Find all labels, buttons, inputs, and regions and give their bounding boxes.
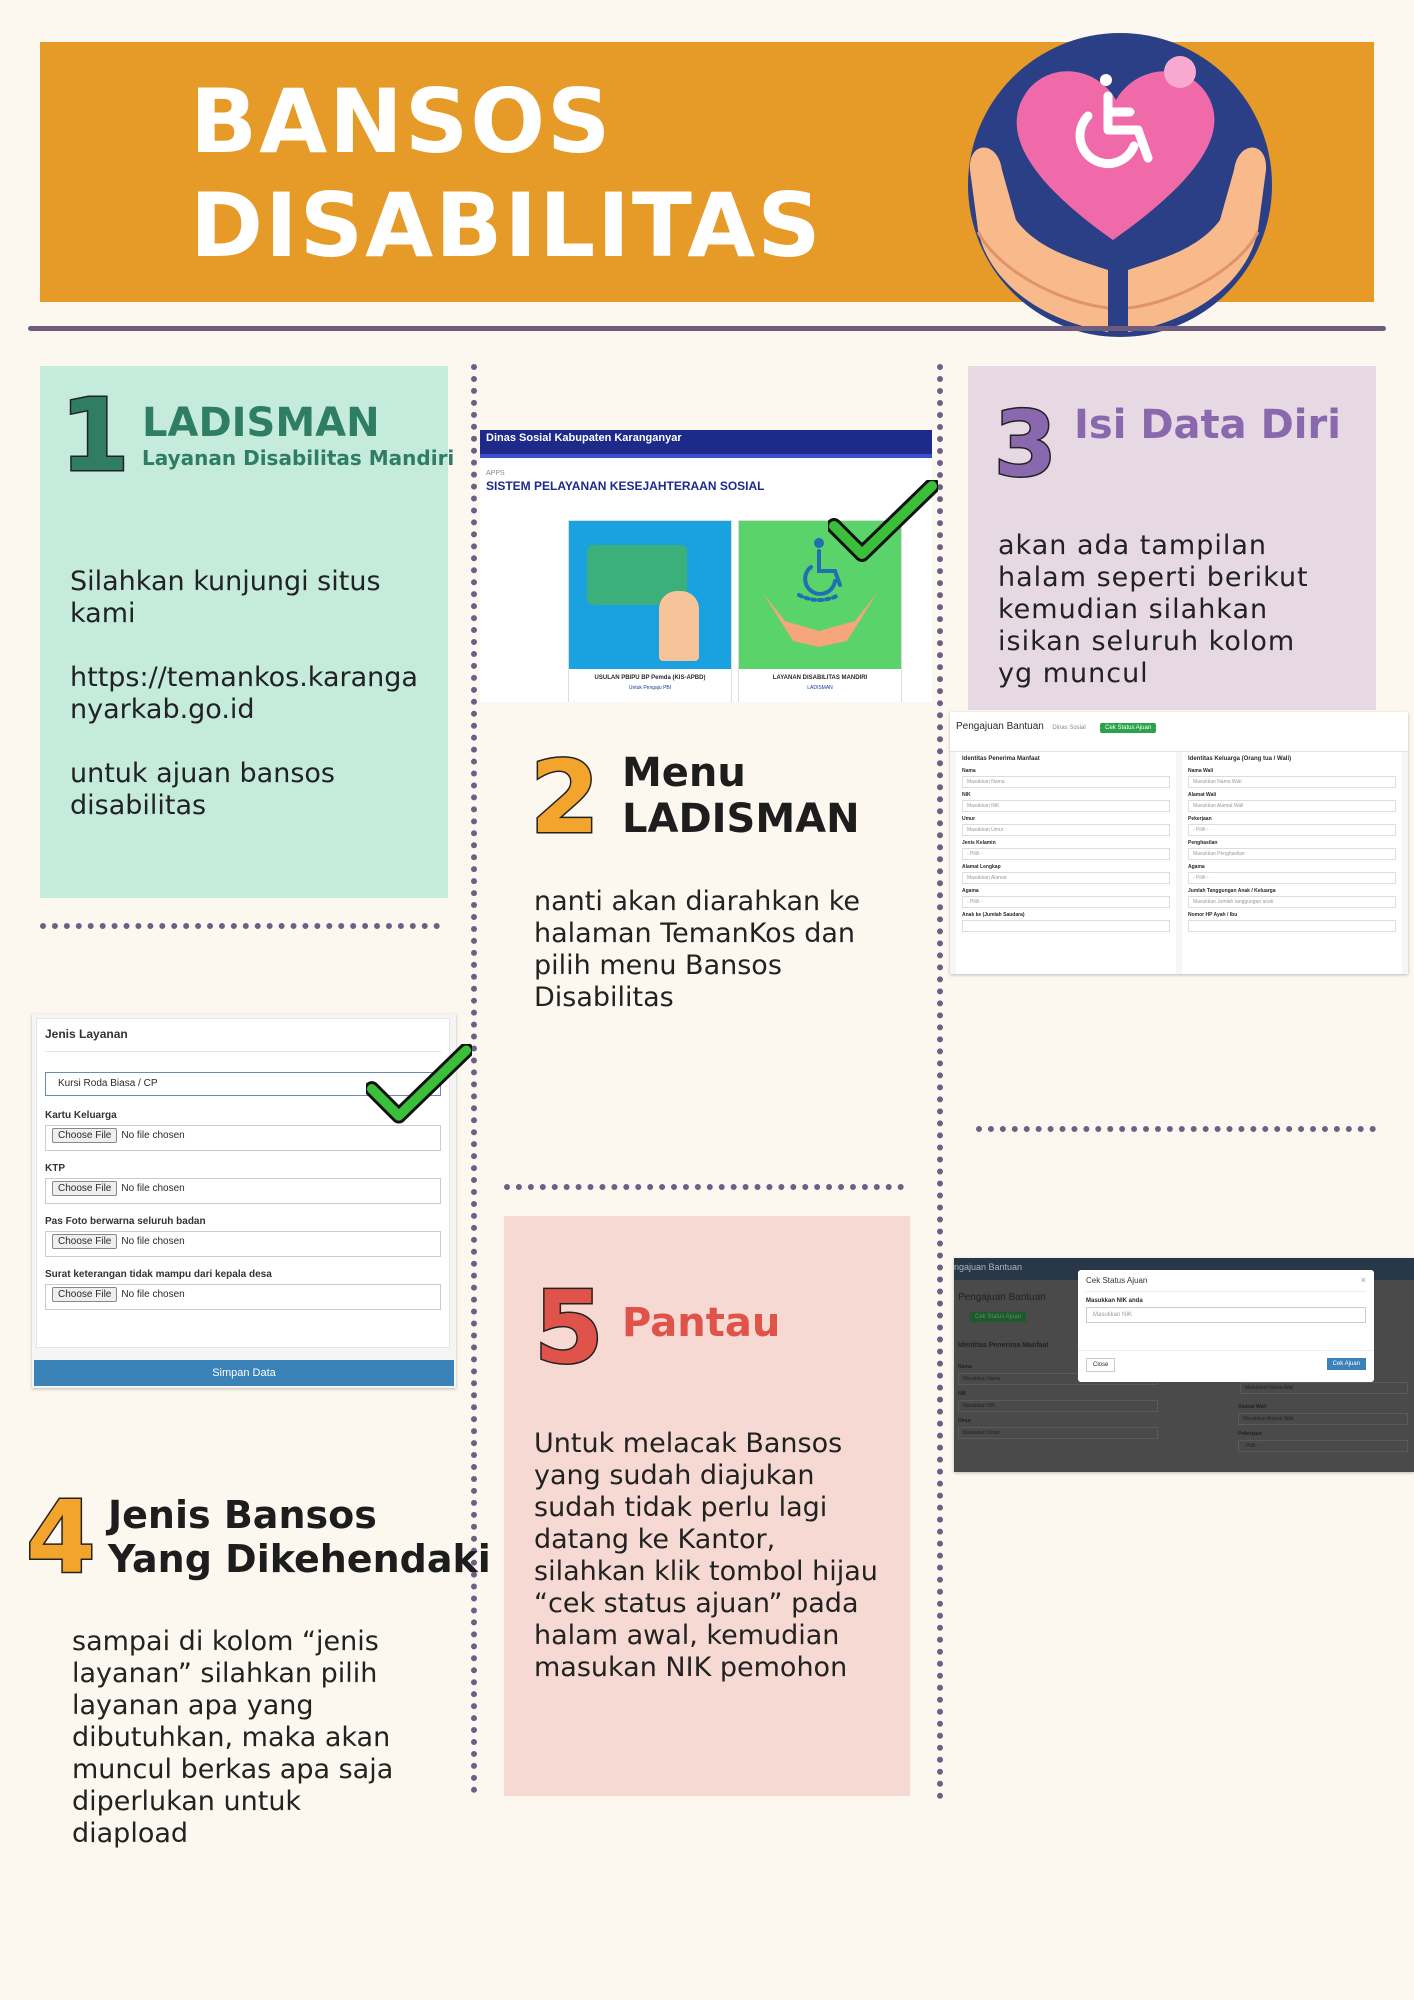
ladisman-card-pbi[interactable] xyxy=(568,520,732,702)
simpan-data-button[interactable]: Simpan Data xyxy=(34,1360,454,1386)
row-divider-right xyxy=(976,1126,1376,1132)
ladisman-card-disabilitas-link[interactable]: LADISMAN xyxy=(807,685,833,691)
step4-title-line2: Yang Dikehendaki xyxy=(108,1536,491,1581)
form-subtitle: Dinas Sosial xyxy=(1052,725,1086,731)
form-right-header: Identitas Keluarga (Orang tua / Wali) xyxy=(1188,756,1292,762)
step1-title: LADISMAN xyxy=(142,400,380,446)
bg-field-label: Alamat Wali xyxy=(1238,1404,1267,1410)
bg-field-input: - Pilih - xyxy=(1238,1440,1408,1452)
ladisman-system: SISTEM PELAYANAN KESEJAHTERAAN SOSIAL xyxy=(486,479,765,493)
form-field-input[interactable]: - Pilih - xyxy=(962,848,1170,860)
form-right-panel xyxy=(1182,752,1402,974)
jenis-layanan-selected: Kursi Roda Biasa / CP xyxy=(58,1078,158,1089)
bg-field-input: Masukkan Umur xyxy=(958,1427,1158,1439)
ladisman-card-pbi-link[interactable]: Untuk Pengaju PBI xyxy=(628,685,672,691)
form-field-input[interactable]: Masukkan Jumlah tanggungan anak xyxy=(1188,896,1396,908)
step3-title: Isi Data Diri xyxy=(1074,402,1341,448)
form-field-label: Nama Wali xyxy=(1188,768,1214,774)
no-file-text: No file chosen xyxy=(121,1289,185,1300)
form-field-input[interactable]: Masukkan Alamat xyxy=(962,872,1170,884)
form-field-label: Agama xyxy=(962,888,979,894)
step2-title-line1: Menu xyxy=(622,750,746,796)
row-divider-middle xyxy=(504,1184,904,1190)
no-file-text: No file chosen xyxy=(121,1130,185,1141)
form-field-label: Alamat Lengkap xyxy=(962,864,1001,870)
step2-text: nanti akan diarahkan ke halaman TemanKos dan pilih menu Bansos Disabilitas xyxy=(534,886,861,1013)
bg-field-input: Masukkan Alamat Wali xyxy=(1238,1413,1408,1425)
file-upload-input[interactable] xyxy=(45,1231,441,1257)
file-upload-input[interactable] xyxy=(45,1284,441,1310)
choose-file-button[interactable]: Choose File xyxy=(52,1287,117,1302)
step2-number: 2 xyxy=(530,739,600,856)
file-upload-list xyxy=(45,1110,441,1310)
file-upload-input[interactable] xyxy=(45,1178,441,1204)
page-title-line1: BANSOS xyxy=(190,70,613,173)
choose-file-button[interactable]: Choose File xyxy=(52,1128,117,1143)
form-field-input[interactable]: Masukkan Alamat Wali xyxy=(1188,800,1396,812)
jenis-layanan-title: Jenis Layanan xyxy=(45,1027,441,1052)
ladisman-apps: APPS xyxy=(486,470,505,477)
no-file-text: No file chosen xyxy=(121,1183,185,1194)
bg-field-label: Umur xyxy=(958,1418,972,1424)
step1-number: 1 xyxy=(60,377,130,494)
cek-status-modal xyxy=(1078,1270,1374,1382)
bg-field-input: Masukkan NIK xyxy=(958,1400,1158,1412)
form-field-label: Jumlah Tanggungan Anak / Keluarga xyxy=(1188,888,1276,894)
ladisman-banner: Dinas Sosial Kabupaten Karanganyar xyxy=(480,430,932,458)
id-card-hand-icon xyxy=(569,521,731,669)
step2-title-line2: LADISMAN xyxy=(622,796,860,842)
checkmark-icon xyxy=(366,1044,472,1126)
file-upload-input[interactable] xyxy=(45,1125,441,1151)
form-field-input[interactable]: Masukkan Penghasilan xyxy=(1188,848,1396,860)
step5-title: Pantau xyxy=(622,1300,781,1346)
form-field-label: NIK xyxy=(962,792,971,798)
form-field-input[interactable]: - Pilih - xyxy=(1188,824,1396,836)
modal-bg-button: Cek Status Ajuan xyxy=(970,1312,1026,1322)
form-field-label: Nama xyxy=(962,768,976,774)
bg-field-input: Masukkan Nama xyxy=(958,1373,1158,1385)
step5-text: Untuk melacak Bansos yang sudah diajukan sudah tidak perlu lagi datang ke Kantor, silahkan klik tombol hijau “cek status ajuan” pada halam awal, kemudian masukan NIK pemohon xyxy=(534,1428,878,1683)
modal-bg-title: Pengajuan Bantuan xyxy=(958,1292,1046,1303)
form-screenshot xyxy=(950,712,1408,974)
bg-field-label: NIK xyxy=(958,1391,967,1397)
form-field-input[interactable] xyxy=(962,920,1170,932)
step4-number: 4 xyxy=(26,1479,96,1596)
nik-input[interactable]: Masukkan NIK xyxy=(1086,1307,1366,1323)
header-divider xyxy=(28,326,1386,331)
step4-text: sampai di kolom “jenis layanan” silahkan pilih layanan apa yang dibutuhkan, maka akan muncul berkas apa saja diperlukan untuk diapload xyxy=(72,1626,394,1849)
close-icon[interactable]: × xyxy=(1360,1275,1366,1285)
form-field-input[interactable]: - Pilih - xyxy=(962,896,1170,908)
bg-field-label: Pekerjaan xyxy=(1238,1431,1262,1437)
step3-text: akan ada tampilan halam seperti berikut kemudian silahkan isikan seluruh kolom yg muncul xyxy=(998,530,1309,689)
chevron-down-icon: ⌄ xyxy=(425,1076,434,1087)
file-upload-label: Surat keterangan tidak mampu dari kepala desa xyxy=(45,1269,272,1280)
modal-bg-left-header: Identitas Penerima Manfaat xyxy=(958,1342,1049,1349)
ladisman-card-disabilitas-label: LAYANAN DISABILITAS MANDIRI xyxy=(772,675,868,681)
step4-title-line1: Jenis Bansos xyxy=(108,1493,377,1537)
step3-number: 3 xyxy=(994,392,1057,497)
cek-status-screenshot xyxy=(954,1258,1414,1472)
step1-text xyxy=(70,566,420,822)
step1-intro: Silahkan kunjungi situs kami xyxy=(70,566,381,629)
form-left-header: Identitas Penerima Manfaat xyxy=(962,756,1040,762)
form-title: Pengajuan Bantuan xyxy=(956,721,1044,732)
modal-title: Cek Status Ajuan xyxy=(1086,1276,1366,1292)
form-field-input[interactable]: Masukkan NIK xyxy=(962,800,1170,812)
file-upload-label: Kartu Keluarga xyxy=(45,1110,117,1121)
step2-title xyxy=(622,750,860,842)
form-field-input[interactable]: Masukkan Umur xyxy=(962,824,1170,836)
form-left-panel xyxy=(956,752,1176,974)
modal-bg-right-fields xyxy=(1238,1398,1408,1452)
form-field-label: Pekerjaan xyxy=(1188,816,1212,822)
form-field-label: Anak ke (Jumlah Saudara) xyxy=(962,912,1025,918)
column-divider-right xyxy=(937,364,943,1800)
step1-url[interactable]: https://temankos.karanganyarkab.go.id xyxy=(70,662,418,725)
row-divider-left xyxy=(40,923,440,929)
step1-purpose: untuk ajuan bansos disabilitas xyxy=(70,758,335,821)
form-field-label: Jenis Kelamin xyxy=(962,840,996,846)
modal-close-button[interactable]: Close xyxy=(1086,1358,1115,1372)
modal-nik-label: Masukkan NIK anda xyxy=(1086,1298,1143,1304)
choose-file-button[interactable]: Choose File xyxy=(52,1234,117,1249)
step4-title xyxy=(108,1494,491,1581)
form-field-label: Alamat Wali xyxy=(1188,792,1217,798)
cek-status-button[interactable]: Cek Status Ajuan xyxy=(1100,723,1156,733)
form-field-input[interactable]: Masukkan Nama xyxy=(962,776,1170,788)
step5-number: 5 xyxy=(534,1269,604,1386)
step1-subtitle: Layanan Disabilitas Mandiri xyxy=(142,446,455,470)
file-upload-label: Pas Foto berwarna seluruh badan xyxy=(45,1216,206,1227)
form-field-input[interactable]: - Pilih - xyxy=(1188,872,1396,884)
choose-file-button[interactable]: Choose File xyxy=(52,1181,117,1196)
bg-field-label: Nama xyxy=(958,1364,972,1370)
form-field-label: Penghasilan xyxy=(1188,840,1218,846)
ladisman-card-pbi-label: USULAN PBIPU BP Pemda (KIS-APBD) xyxy=(594,675,706,681)
form-field-label: Agama xyxy=(1188,864,1205,870)
page-title-line2: DISABILITAS xyxy=(190,174,823,277)
ladisman-screenshot xyxy=(480,430,932,702)
cek-ajuan-button[interactable]: Cek Ajuan xyxy=(1327,1358,1366,1370)
no-file-text: No file chosen xyxy=(121,1236,185,1247)
page-title xyxy=(190,70,823,278)
modal-bg-nav: ngajuan Bantuan xyxy=(954,1258,1414,1280)
modal-bg-right-top-input: Masukkan Nama Wali xyxy=(1240,1382,1408,1394)
checkmark-icon xyxy=(828,480,938,564)
form-field-input[interactable]: Masukkan Nama Wali xyxy=(1188,776,1396,788)
form-field-label: Nomor HP Ayah / Ibu xyxy=(1188,912,1238,918)
disability-care-emblem-icon xyxy=(958,20,1278,340)
form-field-input[interactable] xyxy=(1188,920,1396,932)
form-field-label: Umur xyxy=(962,816,976,822)
file-upload-label: KTP xyxy=(45,1163,65,1174)
